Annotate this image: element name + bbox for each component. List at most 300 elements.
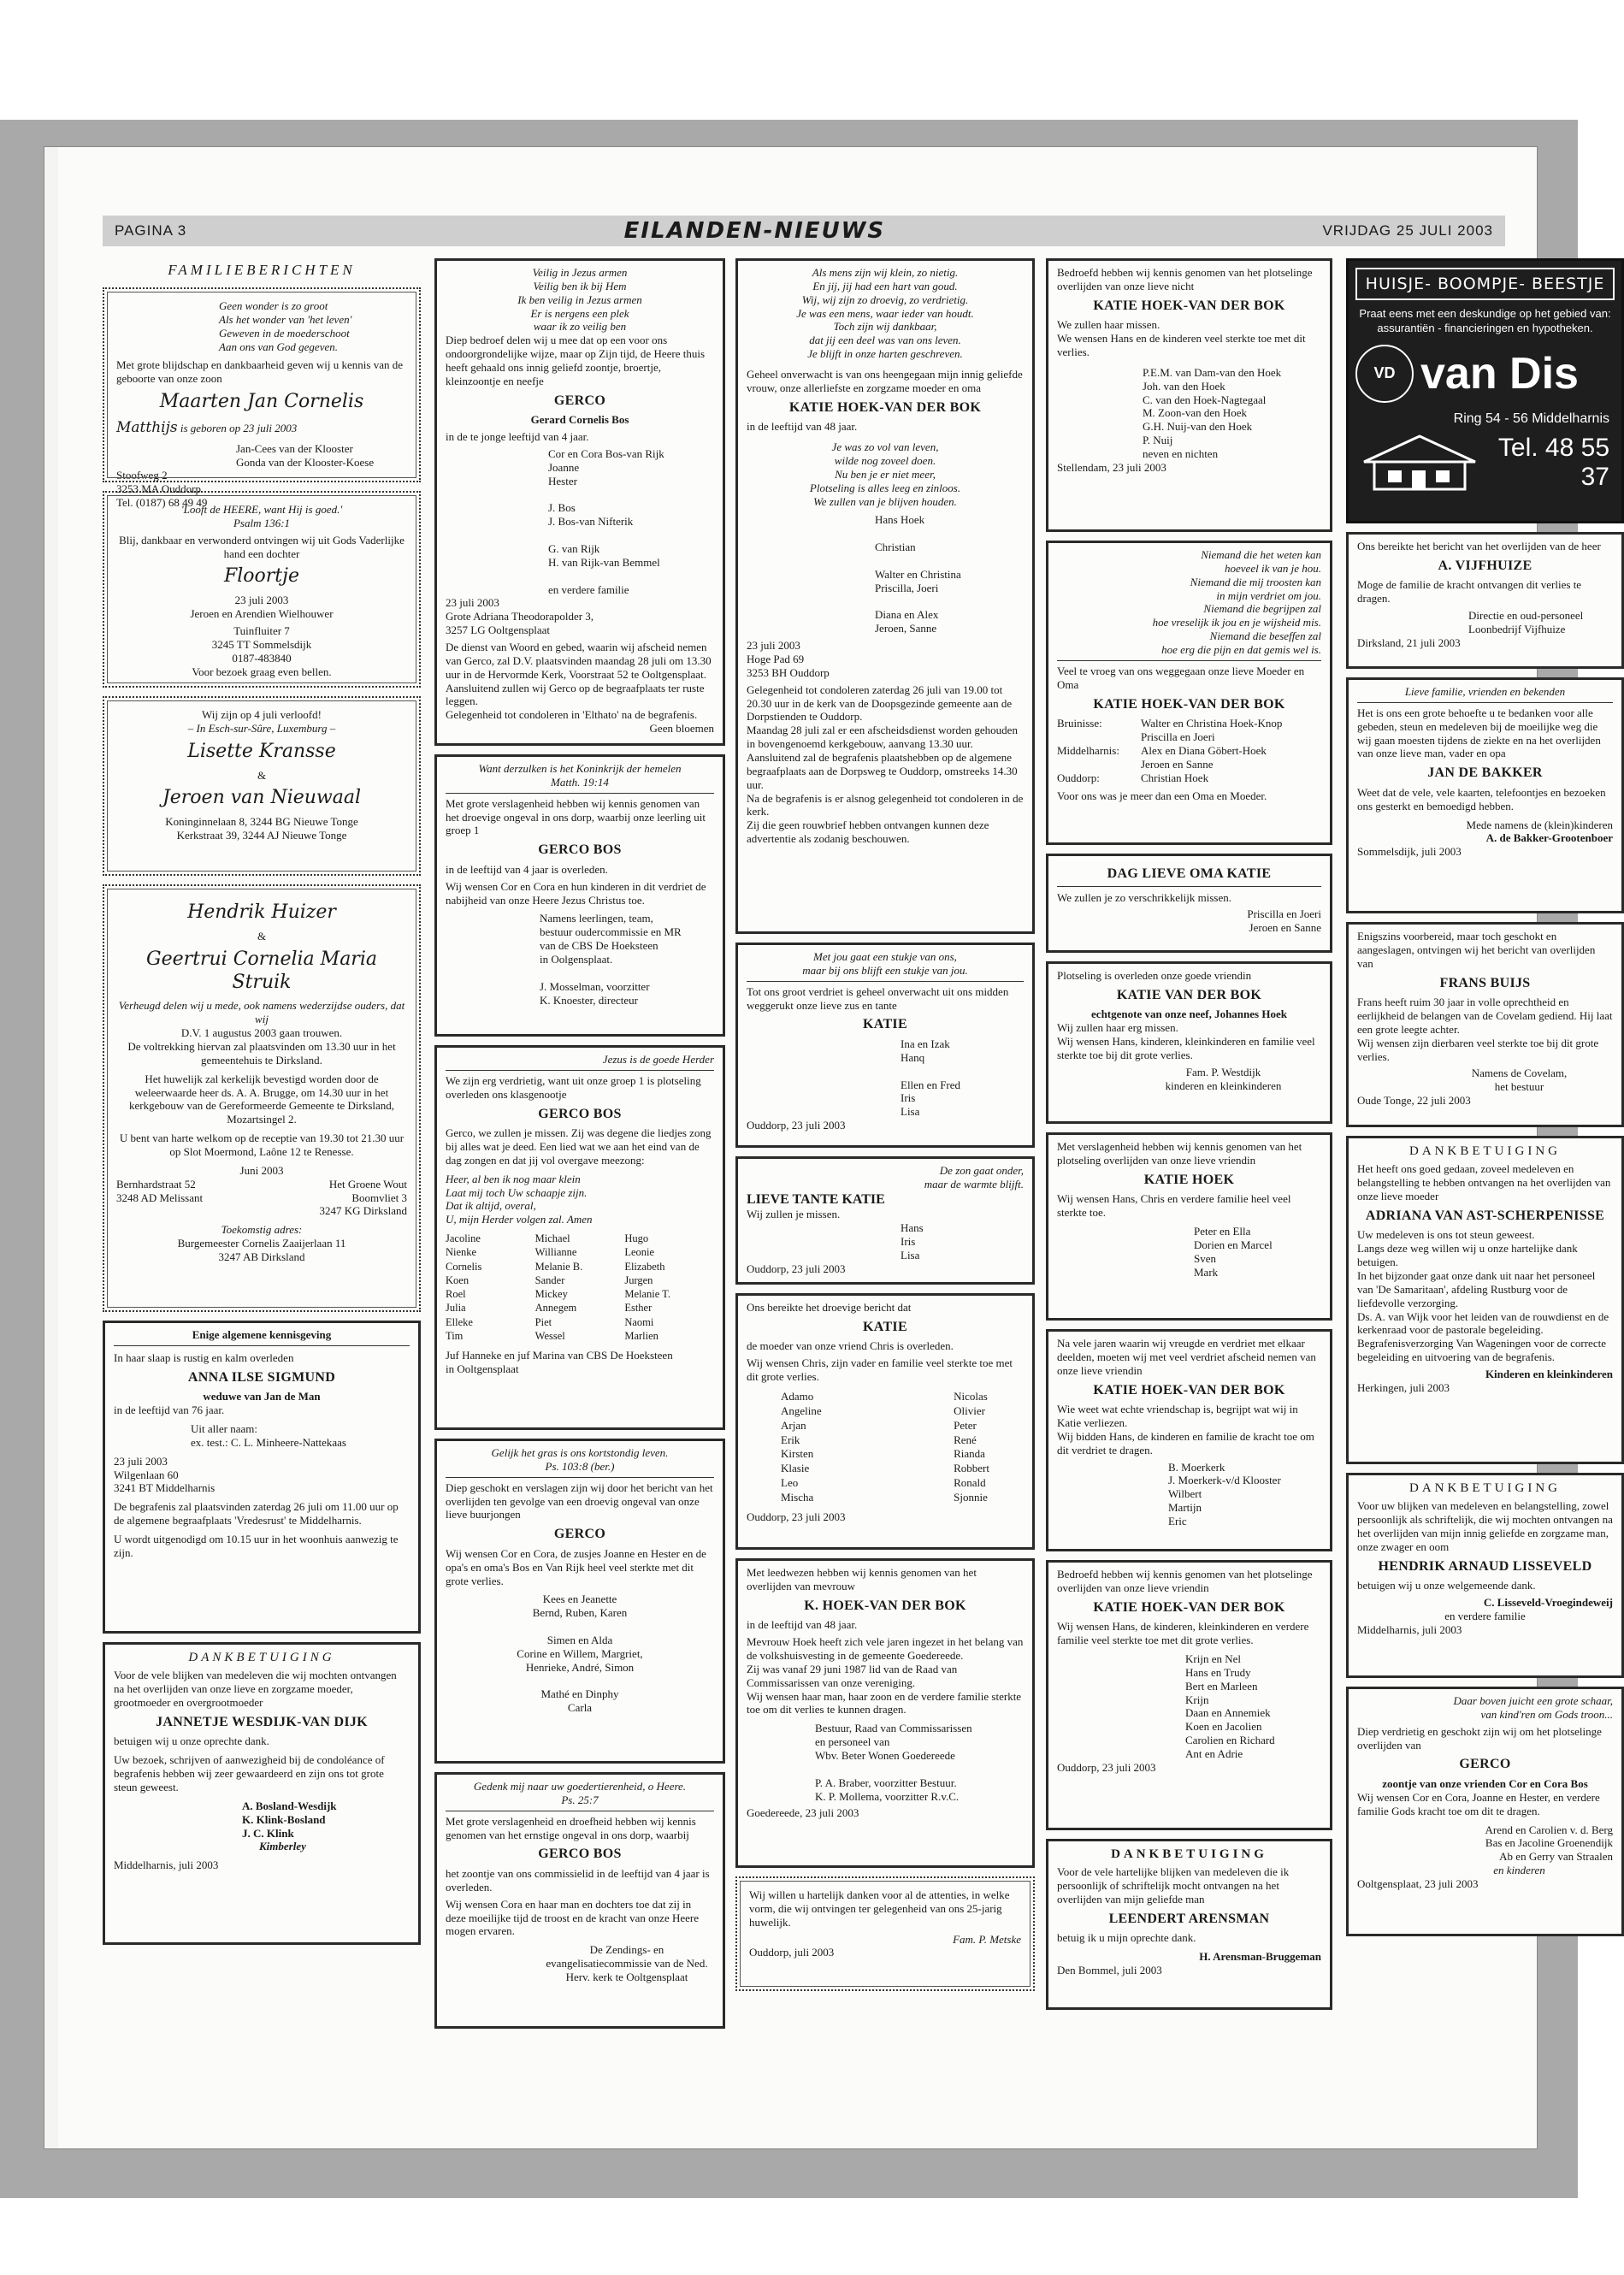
- wish-text: Moge de familie de kracht ontvangen dit verlies te dragen.: [1357, 578, 1582, 606]
- poem: Veilig in Jezus armen Veilig ben ik bij Hem Ik ben veilig in Jezus armen Er is nergens een plek waar ik zo veilig ben: [517, 266, 642, 334]
- verse: Jezus is de goede Herder: [446, 1053, 714, 1071]
- deceased-name: KATIE HOEK-VAN DER BOK: [1093, 298, 1285, 313]
- intro-text: Na vele jaren waarin wij vreugde en verdriet met elkaar deelden, moeten wij met veel verdriet afscheid nemen van onze lieve vriendin: [1057, 1337, 1316, 1377]
- age: in de leeftijd van 48 jaar.: [747, 1618, 858, 1632]
- death-notice-anna: [103, 1321, 421, 1634]
- deceased-name: JANNETJE WESDIJK-VAN DIJK: [156, 1714, 368, 1729]
- family-row: [1057, 771, 1321, 785]
- poem: Daar boven juicht een grote schaar, van kind'ren om Gods troon...: [1453, 1694, 1613, 1721]
- staff-thanks: In het bijzonder gaat onze dank uit naar het personeel van 'De Samaritaan', afdeling Rustburg voor de liefdevolle verzorging.: [1357, 1268, 1596, 1309]
- intro-text: Ons bereikte het droevige bericht dat: [747, 1301, 912, 1314]
- minister-thanks: Ds. A. van Wijk voor het leiden van de rouwdienst en de kerkenraad voor de pastorale begeleiding.: [1357, 1309, 1609, 1337]
- death-notice-katie-children: [1046, 541, 1332, 845]
- relation-text: echtgenote van onze neef, Johannes Hoek: [1091, 1008, 1287, 1021]
- wish-text: Wij wensen Cor en Cora, de zusjes Joanne en Hester en de opa's en oma's Bos en Van Rijk heel veel sterkte met dit grote verlies.: [446, 1546, 706, 1587]
- relation-text: zoontje van onze vrienden Cor en Cora Bos: [1382, 1776, 1588, 1790]
- month: Juni 2003: [239, 1163, 284, 1177]
- page-number: PAGINA 3: [115, 222, 187, 239]
- address-left: Bernhardstraat 52 3248 AD Melissant: [116, 1177, 204, 1204]
- friend: Angeline: [781, 1403, 822, 1417]
- column-3: [735, 258, 1035, 2000]
- age: in de leeftijd van 4 jaar is overleden.: [446, 862, 608, 876]
- song-lyrics: Heer, al ben ik nog maar klein Laat mij toch Uw schaapje zijn. Dat ik altijd, overal, U, mijn Herder volgen zal. Amen: [446, 1172, 593, 1226]
- ad-logo-row: [1355, 345, 1615, 403]
- place-date: Ouddorp, 23 juli 2003: [1057, 1760, 1156, 1774]
- age: in de te jonge leeftijd van 4 jaar.: [446, 430, 589, 444]
- house-icon: [1355, 432, 1484, 492]
- signatory: Fam. P. Metske: [953, 1932, 1021, 1946]
- vd-badge-icon: VD: [1355, 345, 1414, 403]
- signatory-family: en verdere familie: [1444, 1609, 1526, 1622]
- intro-text: Met grote verslagenheid hebben wij kennis genomen van het droevige ongeval in ons dorp, waarbij onze leerling uit groep 1: [446, 796, 706, 837]
- wedding-notice: [103, 884, 421, 1312]
- family-row: [1057, 744, 1321, 771]
- place-date: Middelharnis, juli 2003: [114, 1858, 219, 1872]
- column-2: [434, 258, 725, 2037]
- death-notice-buijs: [1346, 922, 1624, 1127]
- death-notice-housing-association: [735, 1558, 1035, 1868]
- deceased-name: GERCO: [553, 1527, 606, 1542]
- deceased-name: K. HOEK-VAN DER BOK: [804, 1598, 966, 1613]
- deceased-name: GERCO BOS: [538, 1847, 622, 1862]
- intro-text: We zijn erg verdrietig, want uit onze groep 1 is plotseling overleden ons klasgenootje: [446, 1073, 701, 1101]
- friend: Leo: [781, 1476, 799, 1490]
- issue-date: VRIJDAG 25 JULI 2003: [1322, 222, 1493, 239]
- service-text: Mevrouw Hoek heeft zich vele jaren ingezet in het belang van de volkshuisvesting in de gemeente Goedereede.: [747, 1635, 1024, 1662]
- address: 23 juli 2003 Hoge Pad 69 3253 BH Ouddorp: [747, 639, 830, 679]
- signatories: Kees en Jeanette Bernd, Ruben, Karen Simen en Alda Corine en Willem, Margriet, Henrieke, André, Simon Mathé en Dinphy Carla: [517, 1592, 643, 1715]
- place-date: Stellendam, 23 juli 2003: [1057, 460, 1166, 474]
- classmate: Melanie B.: [534, 1260, 583, 1273]
- friends-col-2: [954, 1389, 989, 1505]
- classmate: Nienke: [446, 1246, 477, 1259]
- signatories: Peter en Ella Dorien en Marcel Sven Mark: [1194, 1224, 1273, 1279]
- child-name: Maarten Jan Cornelis: [159, 391, 364, 413]
- ad-headline: HUISJE- BOOMPJE- BEESTJE: [1355, 268, 1615, 300]
- death-notice-gerco-school: [434, 754, 725, 1037]
- membership-text: Zij was vanaf 29 juni 1987 lid van de Raad van Commissarissen van onze vereniging.: [747, 1662, 958, 1689]
- signatories: Namens leerlingen, team, bestuur oudercommissie en MR van de CBS De Hoeksteen in Oolgensplaat. J. Mosselman, voorzitter K. Knoester, directeur: [540, 912, 682, 1007]
- family-names: P.E.M. van Dam-van den Hoek Joh. van den Hoek C. van den Hoek-Nagtegaal M. Zoon-van den Hoek G.H. Nuij-van den Hoek P. Nuij neven en nichten: [1143, 365, 1282, 460]
- poem: Niemand die het weten kan hoeveel ik van je hou. Niemand die mij troosten kan in mijn verdriet om jou. Niemand die begrijpen zal hoe vreselijk ik jou en je wijsheid mis. Niemand die beseffen zal hoe erg die pijn en dat gemis wel is.: [1057, 548, 1321, 661]
- signatory-child: Kimberley: [259, 1840, 306, 1853]
- reception-text: U bent van harte welkom op de receptie van 19.30 tot 21.30 uur op Slot Moermond, Laône 12 te Renesse.: [119, 1132, 405, 1158]
- death-notice-katie-aunt: [735, 1156, 1035, 1285]
- classmate: Mickey: [534, 1288, 568, 1301]
- church-text: Het huwelijk zal kerkelijk bevestigd worden door de weleerwaarde heer ds. A. A. Brugge, om 14.30 uur in het kerkgebouw van de Gereformeerde Gemeente te Dirksland, Mozartsingel 2.: [128, 1072, 395, 1126]
- deceased-name: HENDRIK ARNAUD LISSEVELD: [1378, 1558, 1592, 1574]
- invite-text: U wordt uitgenodigd om 10.15 uur in het woonhuis aanwezig te zijn.: [114, 1532, 399, 1559]
- memory-text: Gerco, we zullen je missen. Zij was degene die liedjes zong bij alles wat je deed. Een lied wat we aan het eind van de dag zongen en dat jij vol overgave meezong:: [446, 1126, 712, 1167]
- support-text: Uw medeleven is ons tot steun geweest.: [1357, 1228, 1535, 1242]
- future-label: Toekomstig adres:: [221, 1223, 303, 1237]
- deceased-name: GERCO BOS: [538, 842, 622, 858]
- friend: Ronald: [954, 1476, 986, 1490]
- thanks-text: Weet dat de vele, vele kaarten, telefoontjes en bezoeken ons gesterkt en bemoedigd hebben.: [1357, 785, 1606, 812]
- signatories: A. Bosland-Wesdijk K. Klink-Bosland J. C. Klink: [242, 1799, 337, 1840]
- intro-text: Diep verdrietig en geschokt zijn wij om het plotselinge overlijden van: [1357, 1724, 1602, 1752]
- classmate: Julia: [446, 1302, 466, 1315]
- notice-title: DANKBETUIGING: [188, 1651, 335, 1664]
- thanks-text: Wij willen u hartelijk danken voor al de attenties, in welke vorm, die wij ontvingen ter gelegenheid van ons 25-jarig huwelijk.: [749, 1888, 1010, 1929]
- classmate: Leonie: [624, 1246, 655, 1259]
- ad-address: Ring 54 - 56 Middelharnis: [1453, 411, 1609, 426]
- intro-text: In haar slaap is rustig en kalm overleden: [114, 1350, 294, 1364]
- signatories: Mede namens de (klein)kinderen: [1466, 818, 1613, 831]
- thanks-notice-lisseveld: [1346, 1473, 1624, 1678]
- death-notice-gerco-neighbours: [434, 1439, 725, 1764]
- deceased-name: KATIE: [863, 1319, 907, 1334]
- family-names: Ina en Izak Hanq Ellen en Fred Iris Lisa: [901, 1037, 961, 1119]
- wedding-intro: Verheugd delen wij u mede, ook namens wederzijdse ouders, dat wij: [118, 999, 405, 1026]
- classmates-col-2: [535, 1232, 625, 1344]
- parents: Jan-Cees van der Klooster Gonda van der Klooster-Koese: [236, 441, 375, 469]
- death-notice-gerco-commission: [434, 1772, 725, 2029]
- wish-text: Wij wensen Cor en Cora, Joanne en Hester, en verdere familie Gods kracht toe om dit te dragen.: [1357, 1790, 1600, 1817]
- poem: Als mens zijn wij klein, zo nietig. En jij, jij had een hart van goud. Wij, wij zijn zo droevig, zo verdrietig. Je was een mens, waar ieder van houdt. Toch zijn wij dankbaar, dat jij een deel was van ons leven. Je blijft in onze harten geschreven.: [796, 266, 974, 361]
- death-notice-katie-friends: [735, 1293, 1035, 1550]
- signatories: B. Moerkerk J. Moerkerk-v/d Klooster Wilbert Martijn Eric: [1168, 1460, 1281, 1528]
- advertisement-van-dis: [1346, 258, 1624, 523]
- anniversary-thanks: [735, 1876, 1035, 1991]
- thanks-text: Langs deze weg willen wij u onze hartelijke dank betuigen.: [1357, 1242, 1578, 1269]
- page-header: [103, 216, 1505, 246]
- condolence-text: Gelegenheid tot condoleren zaterdag 26 juli van 19.00 tot 20.30 uur in de kerk van de Doopsgezinde gemeente aan de Dorpstienden te Ouddorp.: [747, 682, 1013, 724]
- death-notice-katie-siblings: [735, 942, 1035, 1148]
- place-date: Middelharnis, juli 2003: [1357, 1622, 1462, 1636]
- miss-text: We zullen haar missen.: [1057, 318, 1160, 332]
- classmate: Jacoline: [446, 1232, 481, 1245]
- burial-text: Aansluitend zal de begrafenis plaatshebben op de algemene begraafplaats aan de Dorpsweg te Ouddorp, omstreeks 14.30 uur.: [747, 751, 1018, 791]
- verse: De zon gaat onder, maar de warmte blijft.: [924, 1164, 1024, 1191]
- service-text: Maandag 28 juli zal er een afscheidsdienst worden gehouden in bovengenoemd kerkgebouw, aanvang 13.30 uur.: [747, 724, 1018, 751]
- classmate: Annegem: [534, 1302, 577, 1315]
- place-date: Dirksland, 21 juli 2003: [1357, 635, 1461, 649]
- intro-text: Het is ons een grote behoefte u te bedanken voor alle gebeden, steun en medeleven bij de moeilijke weg die wij gaan moesten tijdens de ziekte en na het overlijden van onze lieve man, vader en opa: [1357, 706, 1601, 760]
- bible-verse: 'Looft de HEERE, want Hij is goed.' Psalm 136:1: [180, 503, 343, 529]
- death-notice-gerco-class: [434, 1045, 725, 1430]
- signatories: Priscilla en Joeri Jeroen en Sanne: [1247, 907, 1321, 935]
- signatories: Uit aller naam: ex. test.: C. L. Minheere-Nattekaas: [191, 1421, 346, 1449]
- intro-text: Met grote blijdschap en dankbaarheid geven wij u kennis van de geboorte van onze zoon: [116, 358, 404, 386]
- wish-text: Wij wensen zijn dierbaren veel sterkte toe bij dit grote verlies.: [1357, 1036, 1599, 1063]
- friend: Arjan: [781, 1418, 806, 1432]
- birth-date: 23 juli 2003: [234, 594, 289, 607]
- wish-text: Wij wensen Hans, Chris en verdere familie heel veel sterkte toe.: [1057, 1192, 1291, 1220]
- classmate: Naomi: [624, 1315, 654, 1328]
- miss-text: Wij zullen haar erg missen.: [1057, 1021, 1178, 1035]
- intro-text: Blij, dankbaar en verwonderd ontvingen wij uit Gods Vaderlijke hand een dochter: [119, 533, 405, 560]
- death-notice-katie-krijn: [1046, 1560, 1332, 1830]
- signatories: Bestuur, Raad van Commissarissen en personeel van Wbv. Beter Wonen Goedereede P. A. Braber, voorzitter Bestuur. K. P. Mollema, voorzitter R.v.C.: [815, 1722, 972, 1803]
- intro-text: Met verslagenheid hebben wij kennis genomen van het plotseling overlijden van onze lieve vriendin: [1057, 1140, 1302, 1167]
- signatory: A. de Bakker-Grootenboer: [1485, 831, 1613, 845]
- newspaper-page: [58, 147, 1613, 2148]
- name-1: Lisette Kransse: [187, 740, 336, 762]
- age: in de leeftijd van 76 jaar.: [114, 1403, 225, 1417]
- column-5: [1346, 258, 1624, 1945]
- friend: René: [954, 1433, 977, 1446]
- location-line: – In Esch-sur-Sûre, Luxemburg –: [187, 721, 336, 735]
- deceased-name: GERCO: [553, 393, 606, 408]
- birth-date: is geboren op 23 juli 2003: [180, 421, 298, 434]
- name-2: Jeroen van Nieuwaal: [162, 787, 362, 809]
- bible-verse: Want derzulken is het Koninkrijk der hemelen Matth. 19:14: [446, 762, 714, 794]
- friendship-text: Wie weet wat echte vriendschap is, begrijpt wat wij in Katie verliezen.: [1057, 1403, 1298, 1429]
- address: Stoofweg 2 3253 MA Ouddorp Tel. (0187) 68 49 49: [116, 469, 208, 510]
- death-notice-katie-friend-peter: [1046, 1132, 1332, 1321]
- classmate: Elleke: [446, 1315, 473, 1328]
- deceased-name: ANNA ILSE SIGMUND: [187, 1369, 336, 1385]
- classmate: Hugo: [624, 1232, 649, 1245]
- notice-title: DAG LIEVE OMA KATIE: [1057, 866, 1321, 887]
- classmate: Elizabeth: [624, 1260, 665, 1273]
- intro-text: Met leedwezen hebben wij kennis genomen van het overlijden van mevrouw: [747, 1566, 977, 1592]
- miss-text: We zullen je zo verschrikkelijk missen.: [1057, 890, 1232, 904]
- intro-text: Bedroefd hebben wij kennis genomen van het plotselinge overlijden van onze lieve nicht: [1057, 266, 1313, 292]
- friend: Olivier: [954, 1403, 985, 1417]
- deceased-name: LEENDERT ARENSMAN: [1108, 1911, 1270, 1926]
- bible-verse: Gedenk mij naar uw goedertierenheid, o Heere. Ps. 25:7: [446, 1780, 714, 1811]
- friend: Klasie: [781, 1462, 810, 1475]
- section-title: FAMILIEBERICHTEN: [168, 262, 356, 278]
- poem-2: Je was zo vol van leven, wilde nog zoveel doen. Nu ben je er niet meer, Plotseling is alles leeg en zinloos. We zullen van je blijven houden.: [809, 440, 961, 508]
- deceased-name: FRANS BUIJS: [1439, 975, 1531, 990]
- friend: Kirsten: [781, 1447, 814, 1461]
- advert-note: Zij die geen rouwbrief hebben ontvangen kunnen deze advertentie als zodanig beschouwen.: [747, 818, 989, 846]
- deceased-name: GERCO BOS: [538, 1106, 622, 1121]
- poem: Geen wonder is zo groot Als het wonder van 'het leven' Geweven in de moederschoot Aan ons van God gegeven.: [219, 299, 352, 353]
- deceased-name: KATIE HOEK-VAN DER BOK: [1093, 1599, 1285, 1615]
- intro-text: Veel te vroeg van ons weggegaan onze lieve Moeder en Oma: [1057, 664, 1305, 691]
- funeral-text: De begrafenis zal plaatsvinden zaterdag 26 juli om 11.00 uur op de algemene begraafplaats 'Vredesrust' te Middelharnis.: [114, 1500, 399, 1528]
- intro-text: Geheel onverwacht is van ons heengegaan mijn innig geliefde vrouw, onze allerliefste en zorgzame moeder en oma: [747, 368, 1023, 394]
- newspaper-sheet: [44, 147, 1613, 2148]
- wish-text: We wensen Hans en de kinderen veel sterkte toe met dit verlies.: [1057, 332, 1306, 358]
- classmate: Jurgen: [624, 1273, 653, 1286]
- signatories: Namens de Covelam, het bestuur: [1471, 1067, 1568, 1094]
- engagement-line: Wij zijn op 4 juli verloofd!: [202, 708, 322, 721]
- deceased-name: KATIE HOEK-VAN DER BOK: [1093, 696, 1285, 712]
- friend: Mischa: [781, 1490, 814, 1504]
- death-notice-katie-cousins: [1046, 258, 1332, 532]
- wish-text: Wij wensen Cora en haar man en dochters toe dat zij in deze moeilijke tijd de troost en de kracht van onze Heere mogen ervaren.: [446, 1897, 699, 1938]
- classmates-col-3: [624, 1232, 714, 1344]
- friend: Robbert: [954, 1462, 989, 1475]
- address: 23 juli 2003 Grote Adriana Theodorapolder 3, 3257 LG Ooltgensplaat: [446, 596, 594, 637]
- thanks-notice-bakker: [1346, 677, 1624, 913]
- notice-title: DANKBETUIGING: [1111, 1847, 1267, 1861]
- ad-brand: van Dis: [1420, 348, 1579, 399]
- classmate: Marlien: [624, 1329, 658, 1342]
- parents: Jeroen en Arendien Wielhouwer: [190, 607, 334, 621]
- signatories: Directie en oud-personeel Loonbedrijf Vijfhuize: [1468, 609, 1584, 635]
- classmate: Cornelis: [446, 1260, 482, 1273]
- friend: Rianda: [954, 1447, 985, 1461]
- full-name: Gerard Cornelis Bos: [530, 413, 629, 427]
- friend: Sjonnie: [954, 1490, 988, 1504]
- place-date: Ouddorp, juli 2003: [749, 1946, 835, 1959]
- signatory: C. Lisseveld-Vroegindeweij: [1483, 1596, 1613, 1610]
- child-name: Floortje: [224, 565, 299, 588]
- thanks-text: betuigen wij u onze welgemeende dank.: [1357, 1579, 1536, 1592]
- death-notice-katie-grandchildren: [1046, 854, 1332, 953]
- death-notice-gerco-family: [434, 258, 725, 746]
- classmate: Roel: [446, 1288, 466, 1301]
- place-date: Ouddorp, 23 juli 2003: [747, 1510, 846, 1523]
- place-date: Ooltgensplaat, 23 juli 2003: [1357, 1876, 1479, 1890]
- ampersand: &: [257, 768, 267, 782]
- place-date: Oude Tonge, 22 juli 2003: [1357, 1094, 1471, 1108]
- deceased-name: ADRIANA VAN AST-SCHERPENISSE: [1365, 1208, 1605, 1223]
- closing-text: Voor ons was je meer dan een Oma en Moeder.: [1057, 789, 1267, 803]
- classmate: Piet: [534, 1315, 552, 1328]
- notice-heading: Lieve familie, vrienden en bekenden: [1357, 685, 1613, 703]
- thanks-text: betuigen wij u onze oprechte dank.: [114, 1734, 269, 1748]
- wish-text: Wij wensen Hans, kinderen, kleinkinderen en familie veel sterkte toe bij dit grote verlies.: [1057, 1035, 1315, 1061]
- deceased-name: KATIE: [863, 1017, 907, 1032]
- death-notice-katie-westdijk: [1046, 961, 1332, 1124]
- thanks-notice-scherpenisse: [1346, 1136, 1624, 1464]
- family-names: Christian Hoek: [1141, 771, 1209, 784]
- address-right: Het Groene Wout Boomvliet 3 3247 KG Dirksland: [319, 1177, 407, 1218]
- family-names: Hans Iris Lisa: [901, 1221, 924, 1262]
- widow-of: weduwe van Jan de Man: [203, 1390, 321, 1403]
- notice-title: LIEVE TANTE KATIE: [747, 1191, 885, 1207]
- relation-text: de moeder van onze vriend Chris is overleden.: [747, 1339, 954, 1353]
- burial-text: Aansluitend zullen wij Gerco op de begraafplaats ter ruste leggen.: [446, 681, 705, 708]
- family-place: Bruinisse:: [1057, 717, 1102, 730]
- friends-col-1: [781, 1389, 822, 1505]
- address: 23 juli 2003 Wilgenlaan 60 3241 BT Middelharnis: [114, 1454, 216, 1495]
- wish-text: Wij wensen haar man, haar zoon en de verdere familie sterkte toe om dit verlies te kunnen dragen.: [747, 1689, 1022, 1717]
- place-date: Goedereede, 23 juli 2003: [747, 1806, 859, 1820]
- signatories: Juf Hanneke en juf Marina van CBS De Hoeksteen in Ooltgensplaat: [446, 1349, 673, 1375]
- wish-text: Wij wensen Hans, de kinderen, kleinkinderen en verdere familie veel sterkte toe met dit grote verlies.: [1057, 1620, 1309, 1647]
- signatories: Krijn en Nel Hans en Trudy Bert en Marleen Krijn Daan en Annemiek Koen en Jacolien Carolien en Richard Ant en Adrie: [1185, 1652, 1275, 1760]
- classmate: Michael: [534, 1232, 570, 1245]
- visit-note: Voor bezoek graag even bellen.: [192, 665, 332, 678]
- death-notice-katie-family: [735, 258, 1035, 934]
- place-date: Herkingen, juli 2003: [1357, 1380, 1450, 1394]
- call-name: Matthijs: [116, 418, 178, 436]
- classmate: Esther: [624, 1302, 653, 1315]
- no-flowers: Geen bloemen: [649, 722, 714, 736]
- intro-text: Voor de vele blijken van medeleven die wij mochten ontvangen na het overlijden van onze lieve en zorgzame moeder, grootmoeder en overgrootmoeder: [114, 1669, 397, 1710]
- deceased-name: GERCO: [1459, 1757, 1511, 1772]
- poem: Met jou gaat een stukje van ons, maar bij ons blijft een stukje van jou.: [747, 950, 1024, 982]
- deceased-name: KATIE HOEK: [1143, 1172, 1235, 1187]
- death-notice-katie-moerkerk: [1046, 1329, 1332, 1551]
- age-text: het zoontje van ons commissielid in de leeftijd van 4 jaar is overleden.: [446, 1866, 710, 1894]
- ad-phone: Tel. 48 55 37: [1497, 433, 1609, 491]
- bible-verse: Gelijk het gras is ons kortstondig leven. Ps. 103:8 (ber.): [446, 1446, 714, 1478]
- addresses: Koninginnelaan 8, 3244 BG Nieuwe Tonge Kerkstraat 39, 3244 AJ Nieuwe Tonge: [165, 815, 358, 842]
- classmate: Koen: [446, 1273, 469, 1286]
- family-names: Alex en Diana Göbert-Hoek Jeroen en Sanne: [1141, 743, 1267, 771]
- thanks-notice-arensman: [1046, 1839, 1332, 2010]
- wish-text: Wij bidden Hans, de kinderen en familie de kracht toe om dit verdriet te dragen.: [1057, 1429, 1314, 1457]
- groom-name: Hendrik Huizer: [187, 901, 336, 923]
- classmate: Sander: [534, 1273, 565, 1286]
- column-1: [103, 258, 421, 1953]
- signatory-children: en kinderen: [1493, 1864, 1545, 1877]
- intro-text: Diep geschokt en verslagen zijn wij door het bericht van het overlijden ten gevolge van een droevig ongeval van onze lieve buurjongen: [446, 1480, 713, 1522]
- address: Tuinfluiter 7 3245 TT Sommelsdijk 0187-483840: [211, 623, 312, 665]
- friend: Adamo: [781, 1389, 814, 1403]
- signatories: Kinderen en kleinkinderen: [1485, 1367, 1613, 1380]
- condolence-after: Na de begrafenis is er alsnog gelegenheid tot condoleren in de kerk.: [747, 791, 1024, 818]
- family-place: Middelharnis:: [1057, 743, 1119, 757]
- future-address: Burgemeester Cornelis Zaaijerlaan 11 3247 AB Dirksland: [177, 1237, 346, 1263]
- signatories: Arend en Carolien v. d. Berg Bas en Jacoline Groenendijk Ab en Gerry van Straalen: [1485, 1823, 1613, 1864]
- classmate: Wessel: [534, 1329, 565, 1342]
- place-date: Den Bommel, juli 2003: [1057, 1964, 1162, 1977]
- notice-title: Enige algemene kennisgeving: [114, 1328, 410, 1346]
- intro-text: Voor de vele hartelijke blijken van medeleven die ik persoonlijk of schriftelijk mocht ontvangen na het overlijden van mijn geliefde man: [1057, 1865, 1290, 1906]
- notice-title: DANKBETUIGING: [1409, 1481, 1561, 1495]
- classmate: Willianne: [534, 1246, 577, 1259]
- bride-name: Geertrui Cornelia Maria Struik: [146, 948, 377, 993]
- ad-subtitle: Praat eens met een deskundige op het gebied van: assurantiën - financieringen en hypotheken.: [1359, 307, 1611, 334]
- signatory: H. Arensman-Bruggeman: [1199, 1950, 1321, 1964]
- thanks-text: betuig ik u mijn oprechte dank.: [1057, 1931, 1196, 1945]
- deceased-name: JAN DE BAKKER: [1427, 765, 1543, 781]
- age: in de leeftijd van 48 jaar.: [747, 420, 858, 434]
- birth-notice-maarten: [103, 287, 421, 510]
- appreciation-text: Uw bezoek, schrijven of aanwezigheid bij de condoléance of begrafenis hebben wij zeer gewaardeerd en zijn ons tot grote steun geweest.: [114, 1753, 385, 1793]
- intro-text: Voor uw blijken van medeleven en belangstelling, zowel persoonlijk als schriftelijk, die wij mochten ontvangen na het overlijden van mijn innig geliefde en zorgzame man, onze zwager en oom: [1357, 1499, 1613, 1553]
- service-text: De dienst van Woord en gebed, waarin wij afscheid nemen van Gerco, zal D.V. plaatsvinden maandag 28 juli om 13.30 uur in de Hervormde Kerk, Voorstraat 52 te Ooltgensplaat.: [446, 641, 712, 681]
- wedding-date: D.V. 1 augustus 2003 gaan trouwen. De voltrekking hiervan zal plaatsvinden om 13.30 uur in het gemeentehuis te Dirksland.: [127, 1026, 396, 1067]
- place-date: Ouddorp, 23 juli 2003: [747, 1119, 846, 1132]
- family-names: Cor en Cora Bos-van Rijk Joanne Hester J. Bos J. Bos-van Nifterik G. van Rijk H. van Rijk-van Bemmel en verdere familie: [548, 446, 664, 596]
- miss-text: Wij zullen je missen.: [747, 1208, 841, 1221]
- intro-text: Met grote verslagenheid en droefheid hebben wij kennis genomen van het ernstige ongeval in ons dorp, waarbij: [446, 1814, 696, 1841]
- column-4: [1046, 258, 1332, 2018]
- intro-text: Bedroefd hebben wij kennis genomen van het plotselinge overlijden van onze lieve vriendin: [1057, 1568, 1313, 1594]
- deceased-name: KATIE HOEK-VAN DER BOK: [788, 399, 982, 415]
- signatories: De Zendings- en evangelisatiecommissie van de Ned. Herv. kerk te Ooltgensplaat: [546, 1943, 708, 1983]
- intro-text: Tot ons groot verdriet is geheel onverwacht uit ons midden weggerukt onze lieve zus en tante: [747, 984, 1009, 1012]
- intro-text: Diep bedroef delen wij u mee dat op een voor ons ondoorgrondelijke wijze, maar op Zijn tijd, de Heere thuis heeft gehaald ons innig geliefd zoontje, broertje, kleinzoontje en neefje: [446, 334, 706, 387]
- friend: Peter: [954, 1418, 977, 1432]
- ampersand: &: [257, 929, 267, 942]
- classmate: Tim: [446, 1329, 464, 1342]
- wish-text: Wij wensen Chris, zijn vader en familie veel sterkte toe met dit grote verlies.: [747, 1356, 1013, 1384]
- death-notice-vijfhuize: [1346, 532, 1624, 669]
- wish-text: Wij wensen Cor en Cora en hun kinderen in dit verdriet de nabijheid van onze Heere Jezus Christus toe.: [446, 879, 706, 907]
- deceased-name: KATIE VAN DER BOK: [1116, 987, 1262, 1002]
- family-place: Ouddorp:: [1057, 771, 1100, 784]
- family-names: Walter en Christina Hoek-Knop Priscilla en Joeri: [1141, 717, 1283, 743]
- friend: Nicolas: [954, 1389, 988, 1403]
- deceased-name: KATIE HOEK-VAN DER BOK: [1093, 1382, 1285, 1398]
- family-names: Hans Hoek Christian Walter en Christina Priscilla, Joeri Diana en Alex Jeroen, Sanne: [875, 513, 961, 635]
- notice-title: DANKBETUIGING: [1409, 1144, 1561, 1158]
- deceased-name: A. VIJFHUIZE: [1438, 558, 1532, 573]
- family-row: [1057, 717, 1321, 744]
- engagement-notice: [103, 696, 421, 876]
- intro-text: Ons bereikte het bericht van het overlijden van de heer: [1357, 540, 1601, 552]
- intro-text: Het heeft ons goed gedaan, zoveel medeleven en belangstelling te hebben ontvangen na het overlijden van onze lieve moeder: [1357, 1162, 1611, 1203]
- undertaker-thanks: Begrafenisverzorging Van Wageningen voor de correcte begeleiding en uitvoering van de begrafenis.: [1357, 1337, 1606, 1364]
- death-notice-gerco-friends: [1346, 1687, 1624, 1936]
- thanks-notice-wesdijk: [103, 1642, 421, 1945]
- tribute-text: Frans heeft ruim 30 jaar in volle oprechtheid en eerlijkheid de belangen van de Covelam gediend. Hij laat een grote leegte achter.: [1357, 996, 1613, 1036]
- intro-text: Plotseling is overleden onze goede vriendin: [1057, 969, 1252, 982]
- signatories: Fam. P. Westdijk kinderen en kleinkinderen: [1165, 1065, 1282, 1092]
